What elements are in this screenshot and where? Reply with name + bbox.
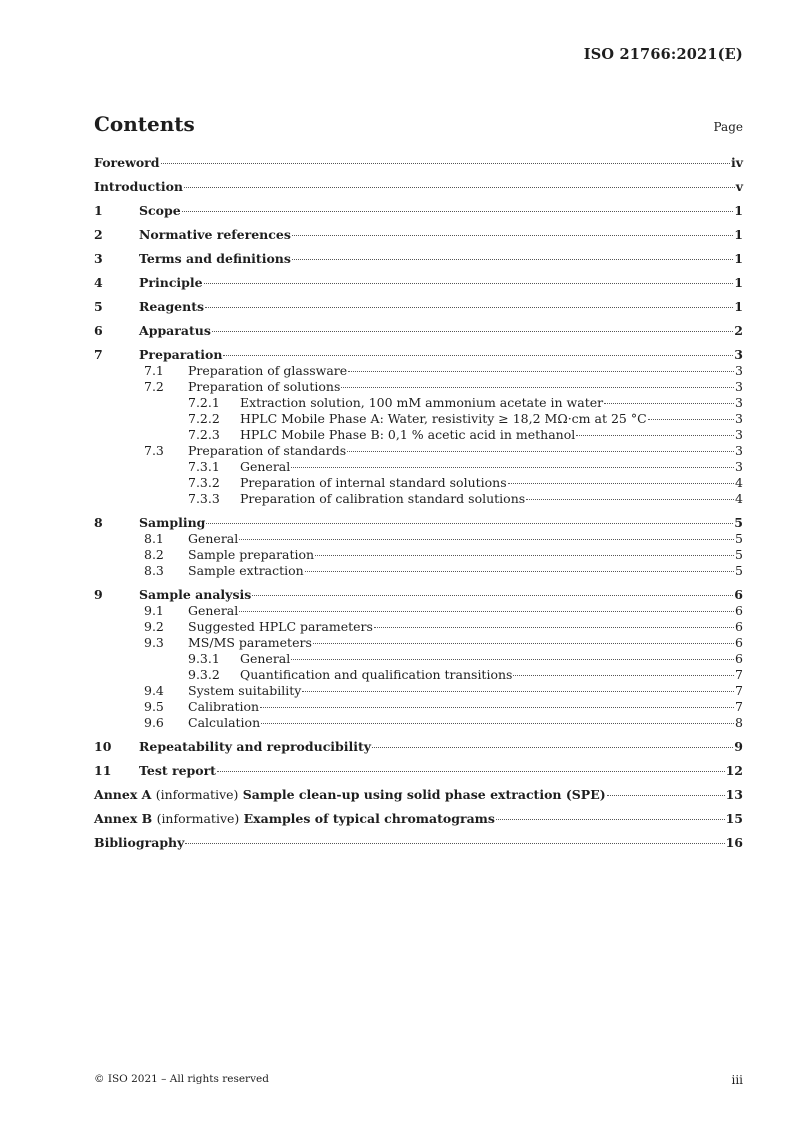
toc-entry-7-1[interactable] [94, 363, 743, 379]
toc-entry-page: 3 [735, 395, 743, 410]
toc-entry-page: 12 [725, 763, 743, 778]
toc-entry-title: Extraction solution, 100 mM ammonium acetate in water [240, 395, 604, 410]
toc-entry-bibliography[interactable] [94, 835, 743, 851]
toc-entry-page: 6 [735, 651, 743, 666]
toc-entry-number: 9.6 [144, 715, 164, 730]
toc-entry-9-3[interactable] [94, 635, 743, 651]
toc-entry-title: Preparation of solutions [188, 379, 341, 394]
leader-dots [341, 387, 734, 388]
toc-entry-11[interactable] [94, 763, 743, 779]
leader-dots [205, 307, 733, 308]
leader-dots [292, 259, 733, 260]
leader-dots [239, 611, 734, 612]
toc-entry-title: Foreword [94, 155, 160, 170]
page-column-label: Page [713, 120, 743, 134]
toc-entry-title: General [240, 651, 291, 666]
toc-entry-number: 9.4 [144, 683, 164, 698]
toc-entry-8-3[interactable] [94, 563, 743, 579]
toc-entry-number: 3 [94, 251, 103, 266]
toc-entry-4[interactable] [94, 275, 743, 291]
toc-entry-number: 8 [94, 515, 103, 530]
toc-entry-page: 1 [734, 275, 743, 290]
toc-entry-title: Scope [139, 203, 181, 218]
toc-entry-number: 7.3.2 [188, 475, 220, 490]
leader-dots [217, 771, 725, 772]
document-id: ISO 21766:2021(E) [583, 46, 743, 63]
page-number: iii [731, 1073, 743, 1087]
toc-entry-number: 7.2.1 [188, 395, 220, 410]
toc-entry-title: Preparation of calibration standard solutions [240, 491, 526, 506]
toc-entry-10[interactable] [94, 739, 743, 755]
toc-entry-title: System suitability [188, 683, 302, 698]
toc-entry-number: 8.2 [144, 547, 164, 562]
toc-entry-title: Sample extraction [188, 563, 304, 578]
annex-kind: (informative) [156, 811, 240, 826]
toc-entry-introduction[interactable] [94, 179, 743, 195]
toc-entry-number: 7.2 [144, 379, 164, 394]
toc-entry-title: Bibliography [94, 835, 185, 850]
toc-entry-title: MS/MS parameters [188, 635, 312, 650]
toc-entry-page: 5 [735, 563, 743, 578]
toc-entry-number: 7.3.3 [188, 491, 220, 506]
toc-entry-number: 7.3.1 [188, 459, 220, 474]
toc-entry-2[interactable] [94, 227, 743, 243]
copyright-notice: © ISO 2021 – All rights reserved [94, 1073, 269, 1085]
leader-dots [239, 539, 734, 540]
toc-entry-title: Reagents [139, 299, 205, 314]
toc-entry-page: 1 [734, 299, 743, 314]
toc-entry-number: 5 [94, 299, 103, 314]
leader-dots [576, 435, 734, 436]
toc-entry-number: 7.2.2 [188, 411, 220, 426]
toc-entry-title: General [240, 459, 291, 474]
toc-entry-page: 8 [735, 715, 743, 730]
toc-entry-number: 9.3.1 [188, 651, 220, 666]
toc-entry-number: 11 [94, 763, 112, 778]
toc-entry-page: 3 [734, 347, 743, 362]
toc-entry-9-5[interactable] [94, 699, 743, 715]
toc-entry-number: 7.1 [144, 363, 164, 378]
leader-dots [526, 499, 734, 500]
toc-entry-title: Calculation [188, 715, 261, 730]
toc-entry-9[interactable] [94, 587, 743, 603]
annex-title: Sample clean-up using solid phase extraction (SPE) [242, 787, 606, 802]
leader-dots [348, 371, 734, 372]
toc-entry-page: 3 [735, 411, 743, 426]
toc-entry-title: Normative references [139, 227, 291, 242]
toc-entry-page: 6 [735, 635, 743, 650]
toc-entry-title: Preparation of standards [188, 443, 347, 458]
toc-entry-title: Terms and definitions [139, 251, 291, 266]
leader-dots [292, 235, 733, 236]
toc-entry-9-2[interactable] [94, 619, 743, 635]
toc-heading-row [94, 112, 743, 136]
toc-entry-page: 3 [735, 459, 743, 474]
toc-entry-page: 1 [734, 227, 743, 242]
table-of-contents [94, 155, 743, 851]
toc-entry-7-2-2[interactable] [94, 411, 743, 427]
leader-dots [182, 211, 734, 212]
toc-entry-7-3-1[interactable] [94, 459, 743, 475]
toc-entry-page: v [735, 179, 743, 194]
toc-entry-page: 4 [735, 475, 743, 490]
toc-entry-page: 3 [735, 379, 743, 394]
toc-entry-title: Sampling [139, 515, 206, 530]
toc-entry-number: 9.2 [144, 619, 164, 634]
toc-entry-9-6[interactable] [94, 715, 743, 731]
toc-entry-title: HPLC Mobile Phase A: Water, resistivity ≥ 18,2 MΩ·cm at 25 °C [240, 411, 647, 426]
toc-entry-title: Introduction [94, 179, 184, 194]
toc-entry-page: 3 [735, 443, 743, 458]
toc-entry-number: 8.3 [144, 563, 164, 578]
toc-entry-annex-b[interactable] [94, 811, 743, 827]
leader-dots [513, 675, 734, 676]
toc-entry-title: Principle [139, 275, 203, 290]
toc-entry-8-2[interactable] [94, 547, 743, 563]
toc-entry-title: General [188, 531, 239, 546]
toc-entry-page: 6 [735, 619, 743, 634]
toc-entry-title: Apparatus [139, 323, 211, 338]
toc-entry-number: 4 [94, 275, 103, 290]
leader-dots [305, 571, 734, 572]
toc-entry-number: 7.2.3 [188, 427, 220, 442]
toc-entry-page: 7 [735, 699, 743, 714]
toc-entry-title: Preparation of glassware [188, 363, 348, 378]
toc-entry-title: Repeatability and reproducibility [139, 739, 372, 754]
leader-dots [372, 747, 733, 748]
toc-entry-7-3-2[interactable] [94, 475, 743, 491]
toc-entry-9-4[interactable] [94, 683, 743, 699]
toc-entry-page: 9 [734, 739, 743, 754]
toc-entry-title [94, 811, 495, 827]
toc-entry-page: 3 [735, 427, 743, 442]
toc-entry-8-1[interactable] [94, 531, 743, 547]
toc-entry-title: Quantification and qualification transitions [240, 667, 513, 682]
annex-kind: (informative) [155, 787, 239, 802]
toc-entry-foreword[interactable] [94, 155, 743, 171]
toc-entry-page: 16 [725, 835, 743, 850]
leader-dots [184, 187, 735, 188]
toc-entry-number: 7 [94, 347, 103, 362]
toc-entry-title: Calibration [188, 699, 260, 714]
toc-entry-number: 7.3 [144, 443, 164, 458]
annex-title: Examples of typical chromatograms [243, 811, 495, 826]
toc-entry-page: 2 [734, 323, 743, 338]
leader-dots [291, 659, 734, 660]
leader-dots [496, 819, 725, 820]
toc-entry-7-2-1[interactable] [94, 395, 743, 411]
toc-entry-title [94, 787, 606, 803]
toc-entry-number: 1 [94, 203, 103, 218]
toc-entry-title: General [188, 603, 239, 618]
leader-dots [315, 555, 734, 556]
leader-dots [313, 643, 734, 644]
leader-dots [161, 163, 730, 164]
toc-entry-page: 1 [734, 203, 743, 218]
toc-entry-number: 9.1 [144, 603, 164, 618]
toc-entry-6[interactable] [94, 323, 743, 339]
toc-entry-page: 7 [735, 667, 743, 682]
toc-entry-number: 10 [94, 739, 112, 754]
toc-entry-page: 4 [735, 491, 743, 506]
toc-entry-number: 2 [94, 227, 103, 242]
leader-dots [374, 627, 734, 628]
toc-entry-7-3-3[interactable] [94, 491, 743, 507]
leader-dots [252, 595, 733, 596]
toc-entry-number: 9.3 [144, 635, 164, 650]
leader-dots [223, 355, 733, 356]
toc-entry-title: HPLC Mobile Phase B: 0,1 % acetic acid in methanol [240, 427, 576, 442]
toc-entry-page: 6 [735, 603, 743, 618]
annex-label: Annex A [94, 787, 152, 802]
toc-entry-number: 9 [94, 587, 103, 602]
leader-dots [508, 483, 734, 484]
toc-entry-title: Suggested HPLC parameters [188, 619, 373, 634]
toc-entry-page: 1 [734, 251, 743, 266]
toc-title: Contents [94, 112, 195, 136]
leader-dots [204, 283, 734, 284]
leader-dots [185, 843, 724, 844]
leader-dots [607, 795, 725, 796]
toc-entry-page: iv [730, 155, 743, 170]
leader-dots [260, 707, 734, 708]
leader-dots [291, 467, 734, 468]
toc-entry-7-2-3[interactable] [94, 427, 743, 443]
toc-entry-3[interactable] [94, 251, 743, 267]
toc-entry-title: Test report [139, 763, 216, 778]
toc-entry-page: 5 [735, 531, 743, 546]
toc-entry-title: Preparation [139, 347, 223, 362]
toc-entry-page: 6 [734, 587, 743, 602]
toc-entry-page: 3 [735, 363, 743, 378]
toc-entry-9-1[interactable] [94, 603, 743, 619]
leader-dots [261, 723, 734, 724]
toc-entry-9-3-1[interactable] [94, 651, 743, 667]
toc-entry-title: Preparation of internal standard solutions [240, 475, 507, 490]
leader-dots [347, 451, 734, 452]
toc-entry-number: 9.5 [144, 699, 164, 714]
toc-entry-5[interactable] [94, 299, 743, 315]
toc-entry-number: 6 [94, 323, 103, 338]
toc-entry-page: 5 [734, 515, 743, 530]
page-footer [94, 1073, 743, 1087]
leader-dots [212, 331, 733, 332]
toc-entry-number: 9.3.2 [188, 667, 220, 682]
leader-dots [604, 403, 734, 404]
toc-entry-page: 15 [725, 811, 743, 826]
leader-dots [302, 691, 734, 692]
toc-entry-7-3[interactable] [94, 443, 743, 459]
leader-dots [206, 523, 733, 524]
toc-entry-page: 13 [725, 787, 743, 802]
toc-entry-page: 5 [735, 547, 743, 562]
toc-entry-title: Sample analysis [139, 587, 252, 602]
toc-entry-annex-a[interactable] [94, 787, 743, 803]
toc-entry-number: 8.1 [144, 531, 164, 546]
leader-dots [648, 419, 734, 420]
toc-entry-7-2[interactable] [94, 379, 743, 395]
toc-entry-7[interactable] [94, 347, 743, 363]
toc-entry-1[interactable] [94, 203, 743, 219]
annex-label: Annex B [94, 811, 153, 826]
toc-entry-title: Sample preparation [188, 547, 315, 562]
toc-entry-8[interactable] [94, 515, 743, 531]
toc-entry-9-3-2[interactable] [94, 667, 743, 683]
toc-entry-page: 7 [735, 683, 743, 698]
